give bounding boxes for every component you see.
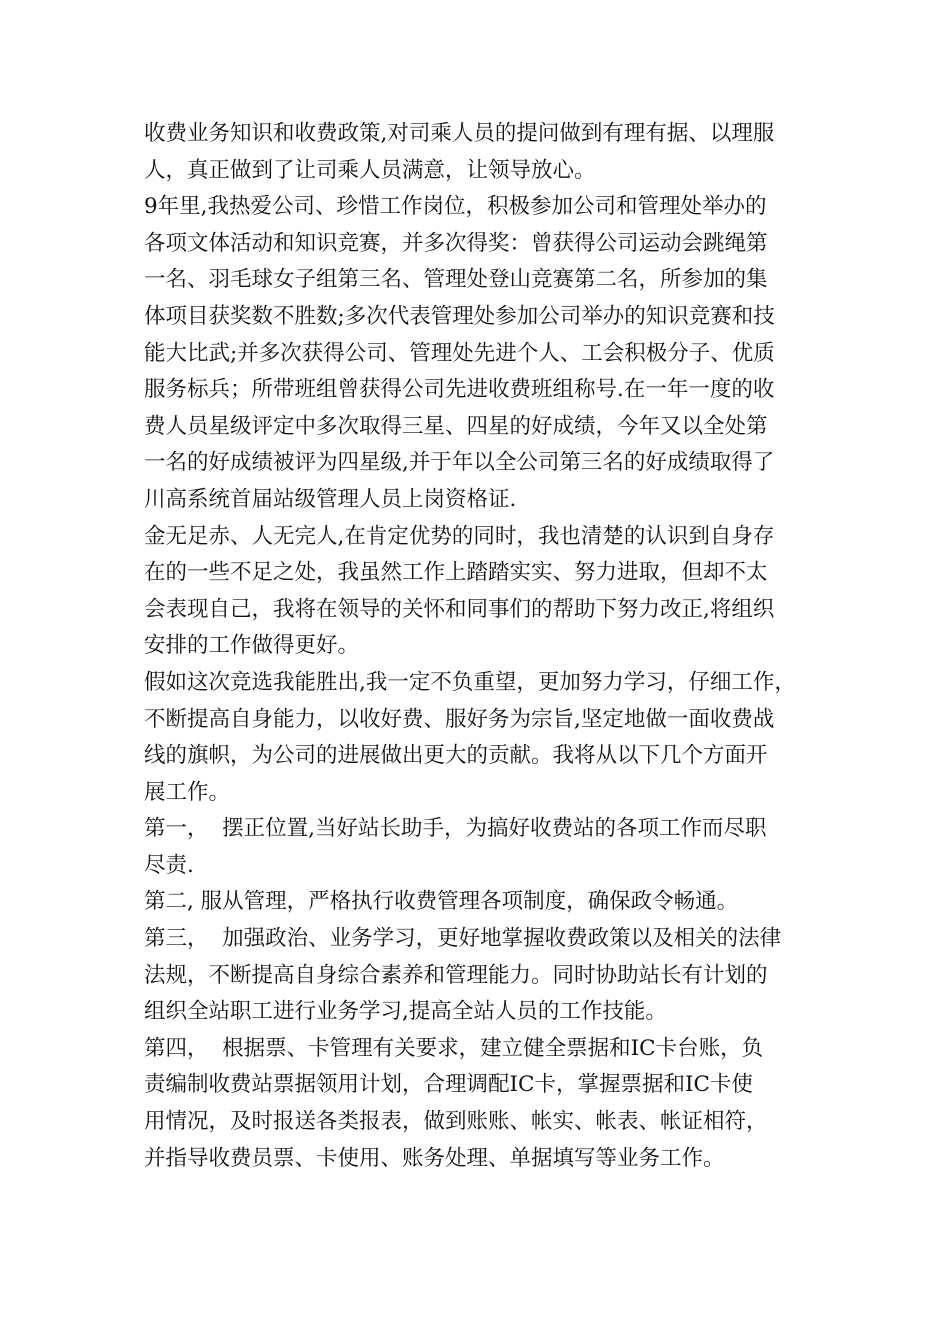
text-line: 第一， 摆正位置,当好站长助手，为搞好收费站的各项工作而尽职 xyxy=(144,816,767,842)
text-line: 法规，不断提高自身综合素养和管理能力。同时协助站长有计划的 xyxy=(144,962,768,988)
text-line: 能大比武;并多次获得公司、管理处先进个人、工会积极分子、优质 xyxy=(144,340,775,366)
text-line: 在的一些不足之处，我虽然工作上踏踏实实、努力进取，但却不太 xyxy=(144,560,768,586)
text-line: 安排的工作做得更好。 xyxy=(144,633,360,659)
text-line: 用情况，及时报送各类报表，做到账账、帐实、帐表、帐证相符， xyxy=(144,1109,768,1135)
text-line: 人，真正做到了让司乘人员满意，让领导放心。 xyxy=(144,157,596,183)
text-line: 不断提高自身能力，以收好费、服好务为宗旨,坚定地做一面收费战 xyxy=(144,706,775,732)
text-line: 尽责. xyxy=(144,852,194,878)
text-line: 川高系统首届站级管理人员上岗资格证. xyxy=(144,486,517,512)
text-line: 服务标兵；所带班组曾获得公司先进收费班组称号.在一年一度的收 xyxy=(144,377,775,403)
text-line: 并指导收费员票、卡使用、账务处理、单据填写等业务工作。 xyxy=(144,1145,725,1171)
text-line: 第二, 服从管理，严格执行收费管理各项制度，确保政令畅通。 xyxy=(144,889,739,915)
text-line: 费人员星级评定中多次取得三星、四星的好成绩，今年又以全处第 xyxy=(144,413,768,439)
text-line: 展工作。 xyxy=(144,779,231,805)
text-line: 一名、羽毛球女子组第三名、管理处登山竞赛第二名，所参加的集 xyxy=(144,267,768,293)
text-line: 会表现自己，我将在领导的关怀和同事们的帮助下努力改正,将组织 xyxy=(144,596,775,622)
document-body xyxy=(144,116,808,1177)
text-line: 假如这次竞选我能胜出,我一定不负重望，更加努力学习，仔细工作， xyxy=(144,669,796,695)
text-line: 组织全站职工进行业务学习,提高全站人员的工作技能。 xyxy=(144,999,667,1025)
text-line: 线的旗帜，为公司的进展做出更大的贡献。我将从以下几个方面开 xyxy=(144,743,768,769)
text-line: 第三， 加强政治、业务学习，更好地掌握收费政策以及相关的法律 xyxy=(144,926,782,952)
text-line: 收费业务知识和收费政策,对司乘人员的提问做到有理有据、以理服 xyxy=(144,121,775,146)
text-line: 责编制收费站票据领用计划，合理调配IC卡，掌握票据和IC卡使 xyxy=(144,1072,753,1098)
text-line: 9年里,我热爱公司、珍惜工作岗位，积极参加公司和管理处举办的 xyxy=(144,194,767,220)
text-line: 第四， 根据票、卡管理有关要求，建立健全票据和IC卡台账，负 xyxy=(144,1035,764,1061)
text-line: 一名的好成绩被评为四星级,并于年以全公司第三名的好成绩取得了 xyxy=(144,450,775,476)
text-line: 各项文体活动和知识竞赛，并多次得奖：曾获得公司运动会跳绳第 xyxy=(144,230,768,256)
text-line: 体项目获奖数不胜数;多次代表管理处参加公司举办的知识竞赛和技 xyxy=(144,303,775,329)
text-line: 金无足赤、人无完人,在肯定优势的同时，我也清楚的认识到自身存 xyxy=(144,523,775,549)
